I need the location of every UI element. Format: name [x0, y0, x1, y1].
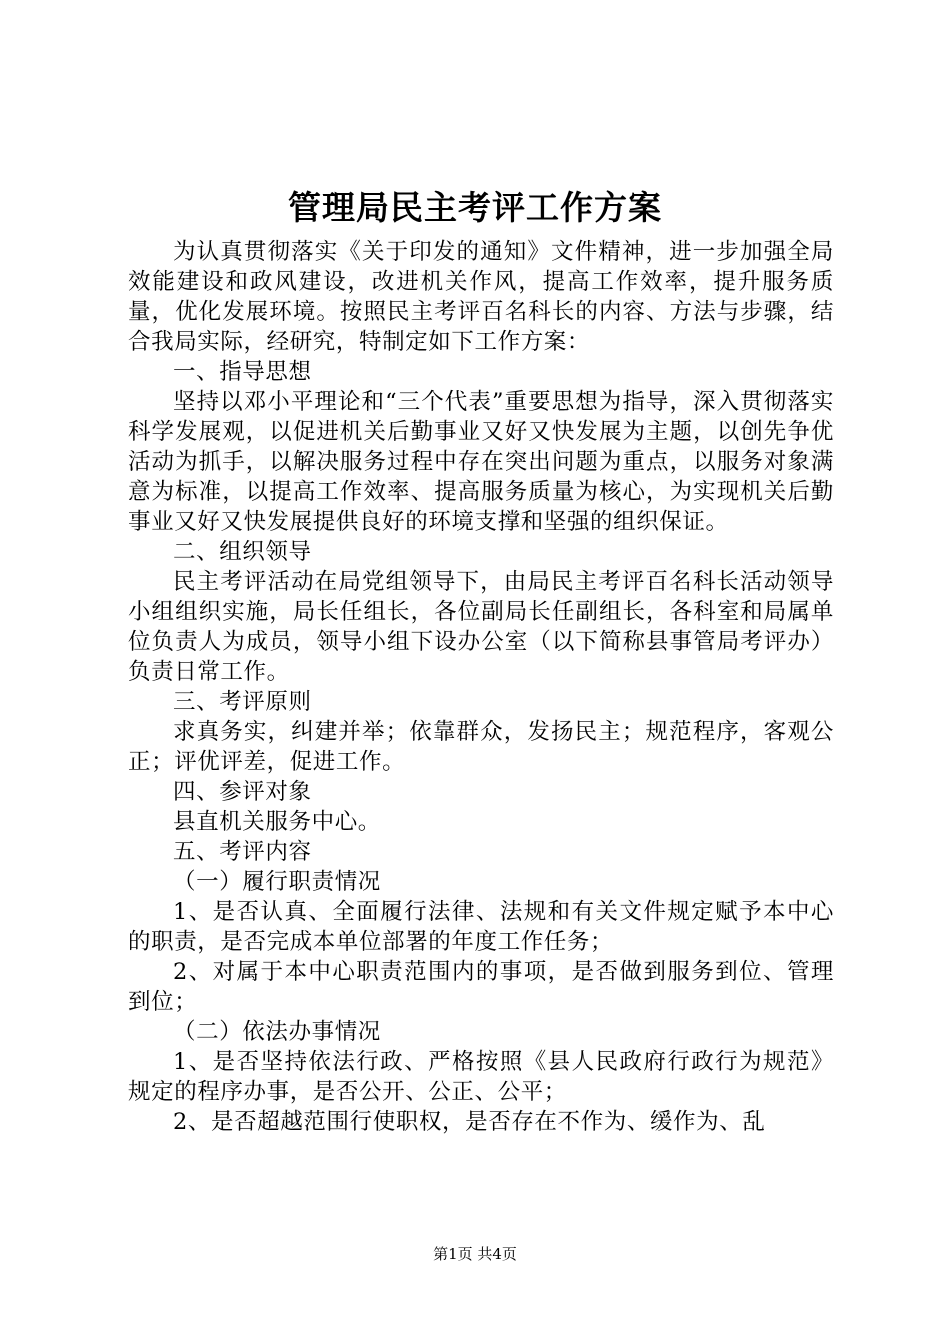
organization-paragraph: 民主考评活动在局党组领导下，由局民主考评百名科长活动领导小组组织实施，局长任组长，各位副局长任副组长，各科室和局属单位负责人为成员，领导小组下设办公室（以下简称县事管局考评办）负责日常工作。: [128, 569, 834, 685]
guiding-ideology-paragraph: 坚持以邓小平理论和“三个代表”重要思想为指导，深入贯彻落实科学发展观，以促进机关后勤事业又好又快发展为主题，以创先争优活动为抓手，以解决服务过程中存在突出问题为重点，以服务对象满意为标准，以提高工作效率、提高服务质量为核心，为实现机关后勤事业又好又快发展提供良好的环境支撑和坚强的组织保证。: [128, 389, 834, 535]
section-heading-principles: 三、考评原则: [173, 689, 312, 715]
section-heading-guiding-ideology: 一、指导思想: [173, 359, 312, 385]
subsection-heading-duties: （一）履行职责情况: [173, 869, 381, 895]
page-footer: 第1页 共4页: [433, 1245, 517, 1263]
subsection-heading-lawful-conduct: （二）依法办事情况: [173, 1019, 381, 1045]
lawful-conduct-item-1: 1、是否坚持依法行政、严格按照《县人民政府行政行为规范》规定的程序办事，是否公开、公正、公平；: [128, 1049, 834, 1105]
participants-paragraph: 县直机关服务中心。: [173, 809, 381, 835]
section-heading-organization: 二、组织领导: [173, 539, 312, 565]
section-heading-content: 五、考评内容: [173, 839, 312, 865]
document-title: 管理局民主考评工作方案: [288, 188, 662, 227]
lawful-conduct-item-2: 2、是否超越范围行使职权，是否存在不作为、缓作为、乱: [173, 1109, 766, 1135]
duties-item-2: 2、对属于本中心职责范围内的事项，是否做到服务到位、管理到位；: [128, 959, 834, 1015]
principles-paragraph: 求真务实，纠建并举；依靠群众，发扬民主；规范程序，客观公正；评优评差，促进工作。: [128, 719, 834, 775]
document-body: [128, 237, 834, 1137]
duties-item-1: 1、是否认真、全面履行法律、法规和有关文件规定赋予本中心的职责，是否完成本单位部署的年度工作任务；: [128, 899, 834, 955]
intro-paragraph: 为认真贯彻落实《关于印发的通知》文件精神，进一步加强全局效能建设和政风建设，改进机关作风，提高工作效率，提升服务质量，优化发展环境。按照民主考评百名科长的内容、方法与步骤，结合我局实际，经研究，特制定如下工作方案：: [128, 239, 834, 355]
section-heading-participants: 四、参评对象: [173, 779, 312, 805]
